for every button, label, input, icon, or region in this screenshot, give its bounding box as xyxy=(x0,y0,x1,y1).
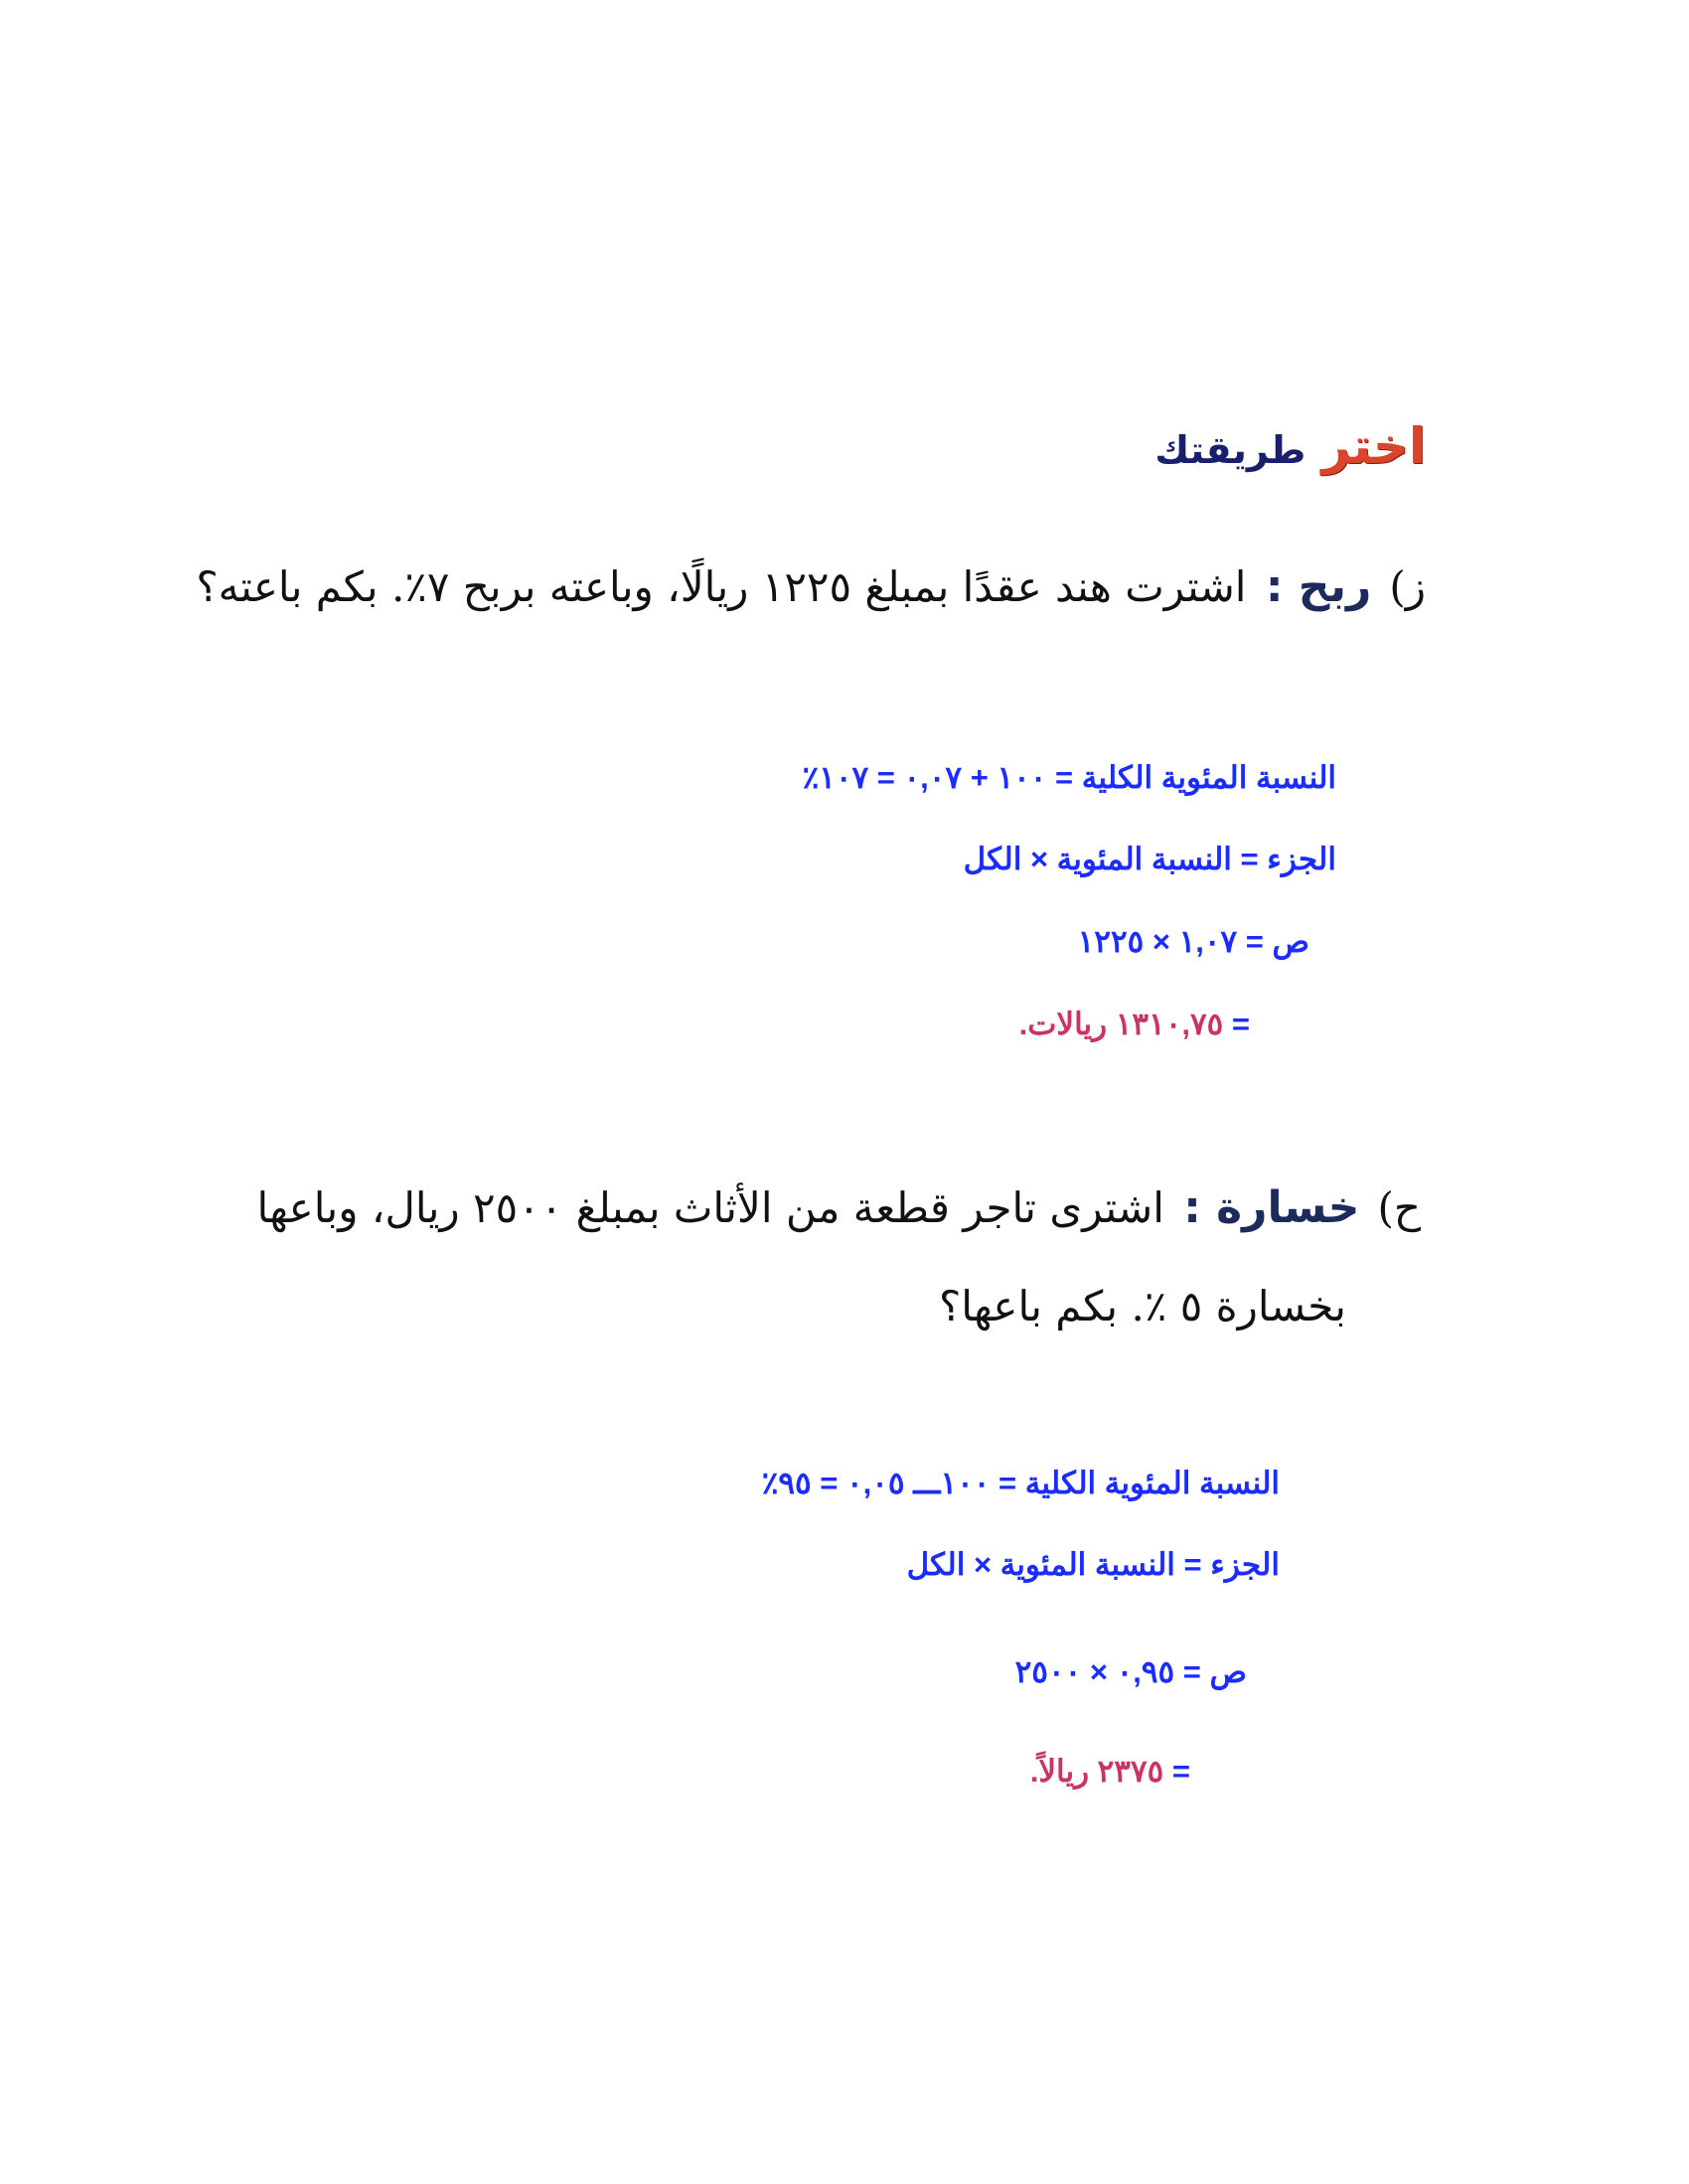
problem-h-result-eq: = xyxy=(1171,1754,1190,1789)
problem-h-line-3: ص = ٠,٩٥ × ٢٥٠٠ xyxy=(1014,1654,1247,1689)
problem-z-line-1: النسبة المئوية الكلية = ١٠٠ + ٠,٠٧ = ١٠٧٪ xyxy=(802,760,1336,795)
section-header xyxy=(1154,417,1426,475)
problem-z-line-2: الجزء = النسبة المئوية × الكل xyxy=(963,842,1336,876)
problem-h-line-2: الجزء = النسبة المئوية × الكل xyxy=(906,1547,1280,1582)
problem-z-text: اشترت هند عقدًا بمبلغ ١٢٢٥ ريالًا، وباعته بربح ٧٪. بكم باعته؟ xyxy=(196,562,1247,611)
problem-z-result-value: ١٣١٠,٧٥ ريالات. xyxy=(1018,1007,1224,1041)
problem-z-result xyxy=(1019,1007,1250,1042)
problem-h-keyword: خسارة : xyxy=(1183,1182,1360,1233)
problem-h-result xyxy=(1030,1754,1190,1790)
problem-z-statement xyxy=(196,561,1426,612)
problem-h-letter: ح) xyxy=(1377,1183,1421,1232)
header-subtitle: طريقتك xyxy=(1154,428,1306,472)
problem-z-line-3: ص = ١,٠٧ × ١٢٢٥ xyxy=(1077,924,1309,959)
problem-z-result-eq: = xyxy=(1231,1007,1250,1041)
problem-h-statement xyxy=(257,1182,1422,1233)
problem-h-text-line1: اشترى تاجر قطعة من الأثاث بمبلغ ٢٥٠٠ ريال، وباعها xyxy=(256,1183,1164,1232)
problem-h-result-value: ٢٣٧٥ ريالاً. xyxy=(1029,1754,1164,1789)
header-title: اختر xyxy=(1321,417,1426,475)
problem-z-letter: ز) xyxy=(1389,562,1426,611)
problem-h-text-line2: بخسارة ٥ ٪. بكم باعها؟ xyxy=(938,1282,1346,1330)
problem-z-keyword: ربح : xyxy=(1265,561,1372,612)
problem-h-line-1: النسبة المئوية الكلية = ١٠٠ـــ ٠,٠٥ = ٩٥٪ xyxy=(761,1466,1280,1500)
